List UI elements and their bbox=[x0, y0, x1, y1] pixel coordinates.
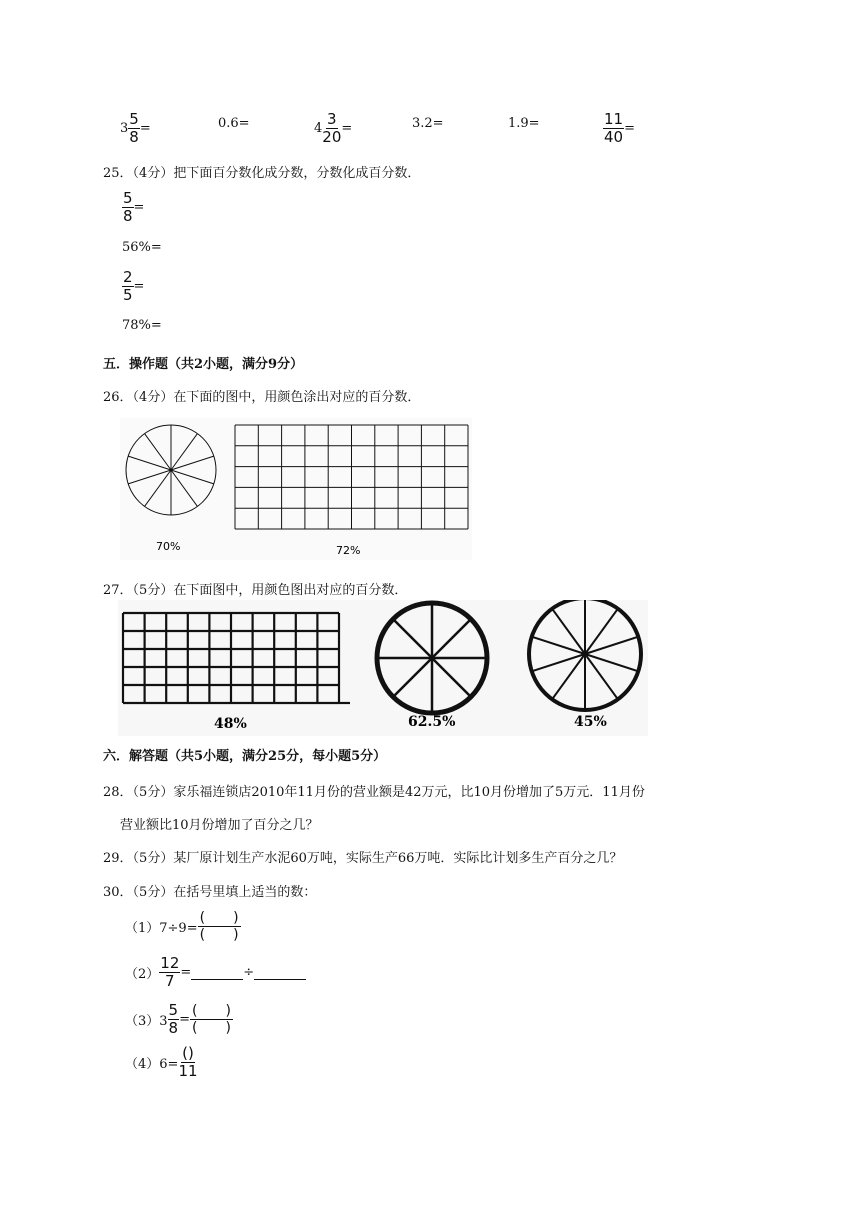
q25-item-d: 78%= bbox=[122, 318, 162, 333]
caption-48: 48% bbox=[214, 716, 247, 732]
fraction: $\frac{11}{40}$ bbox=[604, 110, 624, 146]
caption-72: 72% bbox=[336, 544, 361, 557]
fraction: $\frac{2}{5}$ bbox=[123, 268, 133, 304]
section-5-heading: 五．操作题（共2小题，满分9分） bbox=[103, 357, 304, 372]
fraction: $\frac{()}{11}$ bbox=[178, 1044, 198, 1080]
q25-item-b: 56%= bbox=[122, 240, 162, 255]
q29-text: 29．（5分）某厂原计划生产水泥60万吨，实际生产66万吨．实际比计划多生产百分之几？ bbox=[103, 851, 623, 866]
q30-part-4: （4）6= $\frac{()}{11}$ bbox=[125, 1044, 198, 1080]
q30-part-1: （1）7÷9= ( ) ( ) bbox=[125, 910, 239, 943]
caption-45: 45% bbox=[574, 714, 607, 730]
q30-part-3: （3）3 $\frac{5}{8}$ = ( ) ( ) bbox=[125, 1001, 231, 1037]
fraction: $\frac{3}{20}$ bbox=[322, 110, 342, 146]
whole-part: 4 bbox=[314, 121, 323, 136]
q27-figure bbox=[118, 600, 648, 736]
blank-fraction: ( ) ( ) bbox=[192, 1003, 231, 1036]
q30-part-2: （2） $\frac{12}{7}$ = ÷ bbox=[125, 956, 306, 989]
whole-part: 3 bbox=[120, 121, 129, 136]
conv-item-5: 1.9= bbox=[508, 116, 540, 131]
section-6-heading: 六．解答题（共5小题，满分25分，每小题5分） bbox=[103, 749, 387, 764]
answer-blank[interactable] bbox=[254, 965, 306, 980]
fraction: $\frac{5}{8}$ bbox=[123, 189, 133, 225]
conv-item-1: 3 $\frac{5}{8}$ = bbox=[120, 110, 151, 146]
blank-fraction: ( ) ( ) bbox=[199, 910, 239, 943]
fraction: $\frac{12}{7}$ bbox=[160, 954, 180, 990]
caption-62-5: 62.5% bbox=[408, 714, 456, 730]
conv-item-3: 4 $\frac{3}{20}$ = bbox=[314, 110, 353, 146]
fraction: $\frac{5}{8}$ bbox=[129, 110, 139, 146]
fraction: $\frac{5}{8}$ bbox=[168, 1001, 179, 1037]
figure-background bbox=[120, 418, 472, 560]
conv-item-2: 0.6= bbox=[218, 116, 250, 131]
q25-item-c: $\frac{2}{5}$ = bbox=[123, 268, 145, 304]
conv-item-6: $\frac{11}{40}$ = bbox=[604, 110, 635, 146]
conv-item-4: 3.2= bbox=[412, 116, 444, 131]
q30-title: 30．（5分）在括号里填上适当的数： bbox=[103, 885, 317, 900]
q25-item-a: $\frac{5}{8}$ = bbox=[123, 189, 145, 225]
caption-70: 70% bbox=[156, 540, 181, 553]
q26-title: 26．（4分）在下面的图中，用颜色涂出对应的百分数． bbox=[103, 390, 421, 405]
q27-title: 27．（5分）在下面图中，用颜色图出对应的百分数． bbox=[103, 583, 408, 598]
eight-part-circle bbox=[377, 603, 487, 713]
q28-line-2: 营业额比10月份增加了百分之几？ bbox=[120, 818, 319, 833]
q26-figure bbox=[120, 418, 472, 560]
q28-line-1: 28．（5分）家乐福连锁店2010年11月份的营业额是42万元，比10月份增加了5万元．11月份 bbox=[103, 785, 645, 800]
q25-title: 25．（4分）把下面百分数化成分数，分数化成百分数． bbox=[103, 166, 421, 181]
answer-blank[interactable] bbox=[191, 965, 243, 980]
